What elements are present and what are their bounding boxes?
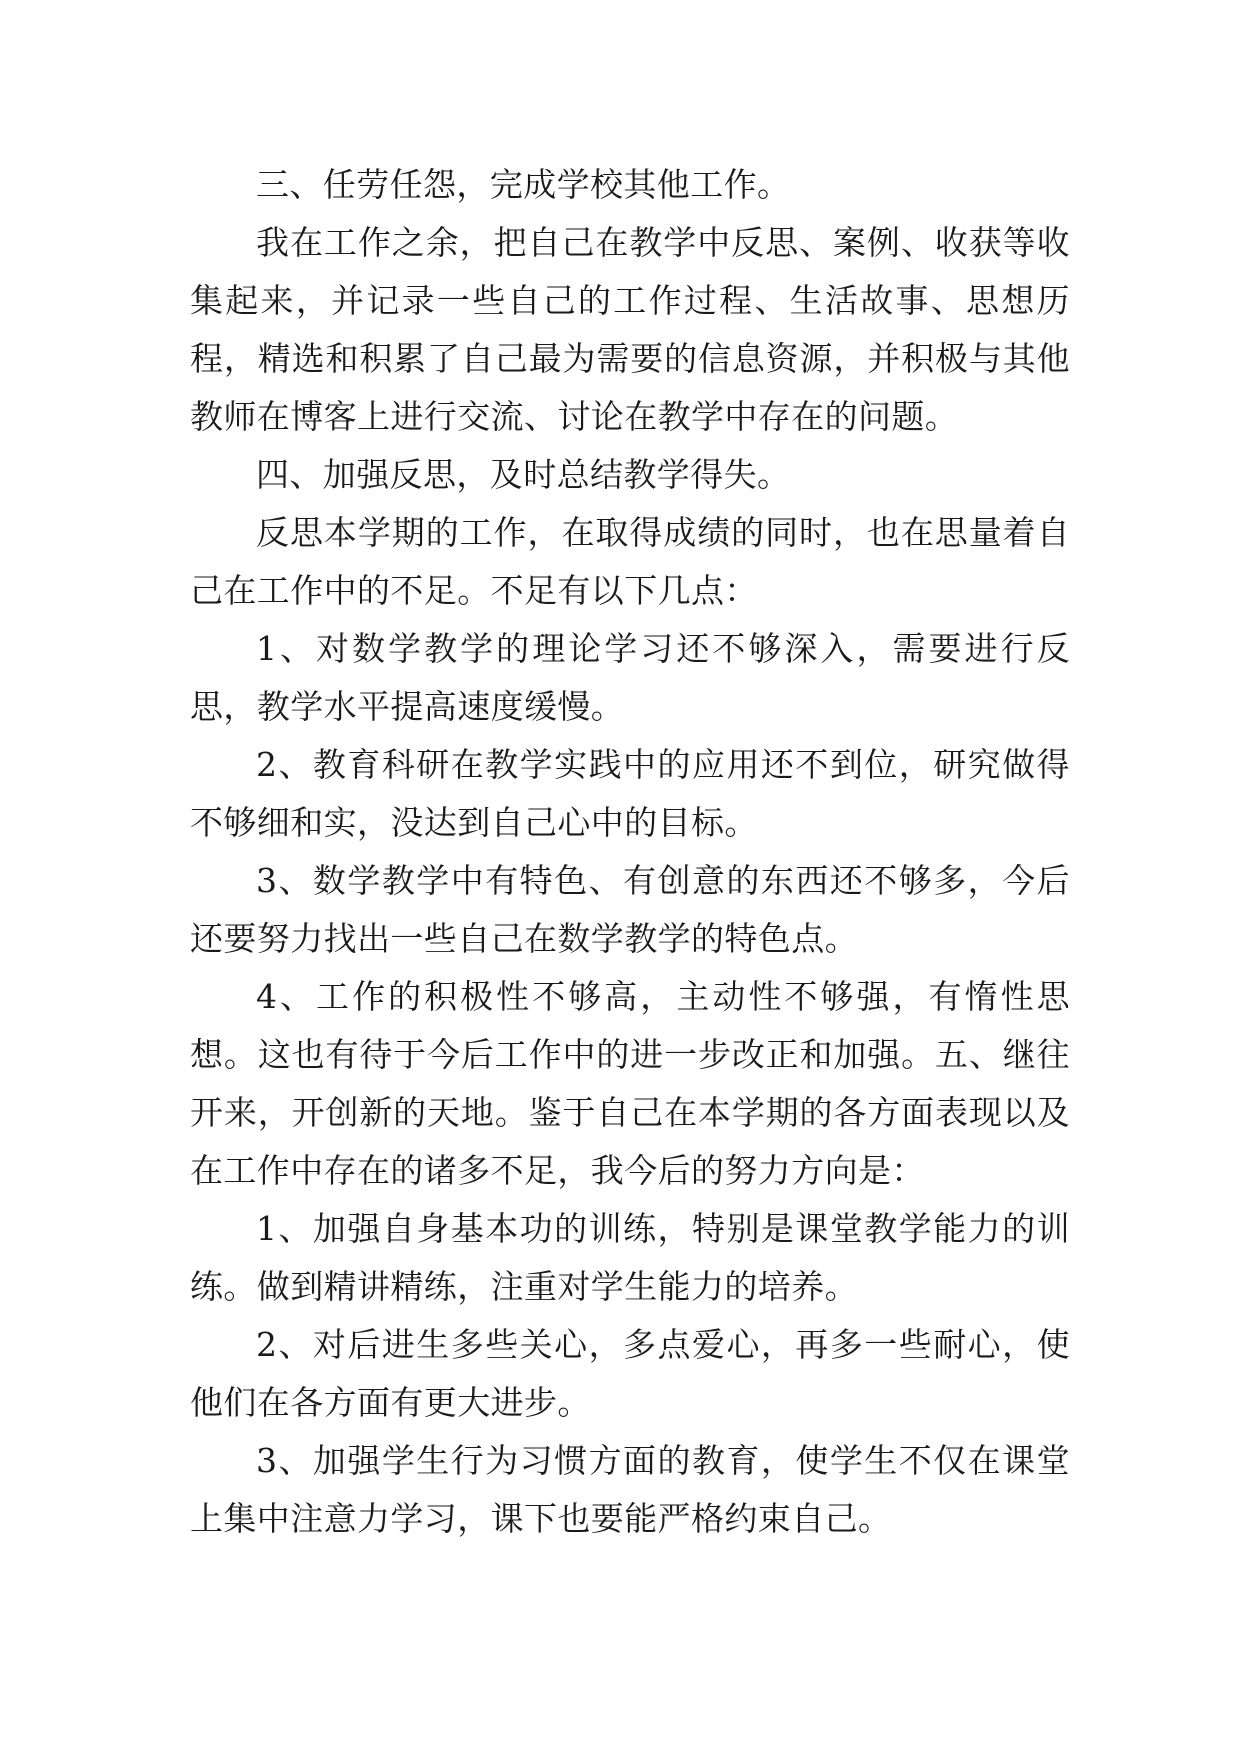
paragraph-direction-1: 1、加强自身基本功的训练，特别是课堂教学能力的训练。做到精讲精练，注重对学生能力的培养。 [190, 1209, 1070, 1306]
paragraph-direction-3: 3、加强学生行为习惯方面的教育，使学生不仅在课堂上集中注意力学习，课下也要能严格约束自己。 [190, 1441, 1070, 1538]
paragraph-shortcomings-intro: 反思本学期的工作，在取得成绩的同时，也在思量着自己在工作中的不足。不足有以下几点： [190, 513, 1070, 610]
paragraph-shortcoming-2: 2、教育科研在教学实践中的应用还不到位，研究做得不够细和实，没达到自己心中的目标。 [190, 745, 1070, 842]
document-body [190, 156, 1070, 1548]
paragraph-section-three-heading: 三、任劳任怨，完成学校其他工作。 [256, 165, 791, 204]
paragraph-shortcoming-1: 1、对数学教学的理论学习还不够深入，需要进行反思，教学水平提高速度缓慢。 [190, 629, 1070, 726]
paragraph-shortcoming-4: 4、工作的积极性不够高，主动性不够强，有惰性思想。这也有待于今后工作中的进一步改正和加强。五、继往开来，开创新的天地。鉴于自己在本学期的各方面表现以及在工作中存在的诸多不足，我今后的努力方向是： [190, 977, 1070, 1190]
paragraph-reflection-collection: 我在工作之余，把自己在教学中反思、案例、收获等收集起来，并记录一些自己的工作过程、生活故事、思想历程，精选和积累了自己最为需要的信息资源，并积极与其他教师在博客上进行交流、讨论在教学中存在的问题。 [190, 223, 1070, 436]
paragraph-direction-2: 2、对后进生多些关心，多点爱心，再多一些耐心，使他们在各方面有更大进步。 [190, 1325, 1070, 1422]
paragraph-shortcoming-3: 3、数学教学中有特色、有创意的东西还不够多，今后还要努力找出一些自己在数学教学的特色点。 [190, 861, 1070, 958]
paragraph-section-four-heading: 四、加强反思，及时总结教学得失。 [256, 455, 791, 494]
